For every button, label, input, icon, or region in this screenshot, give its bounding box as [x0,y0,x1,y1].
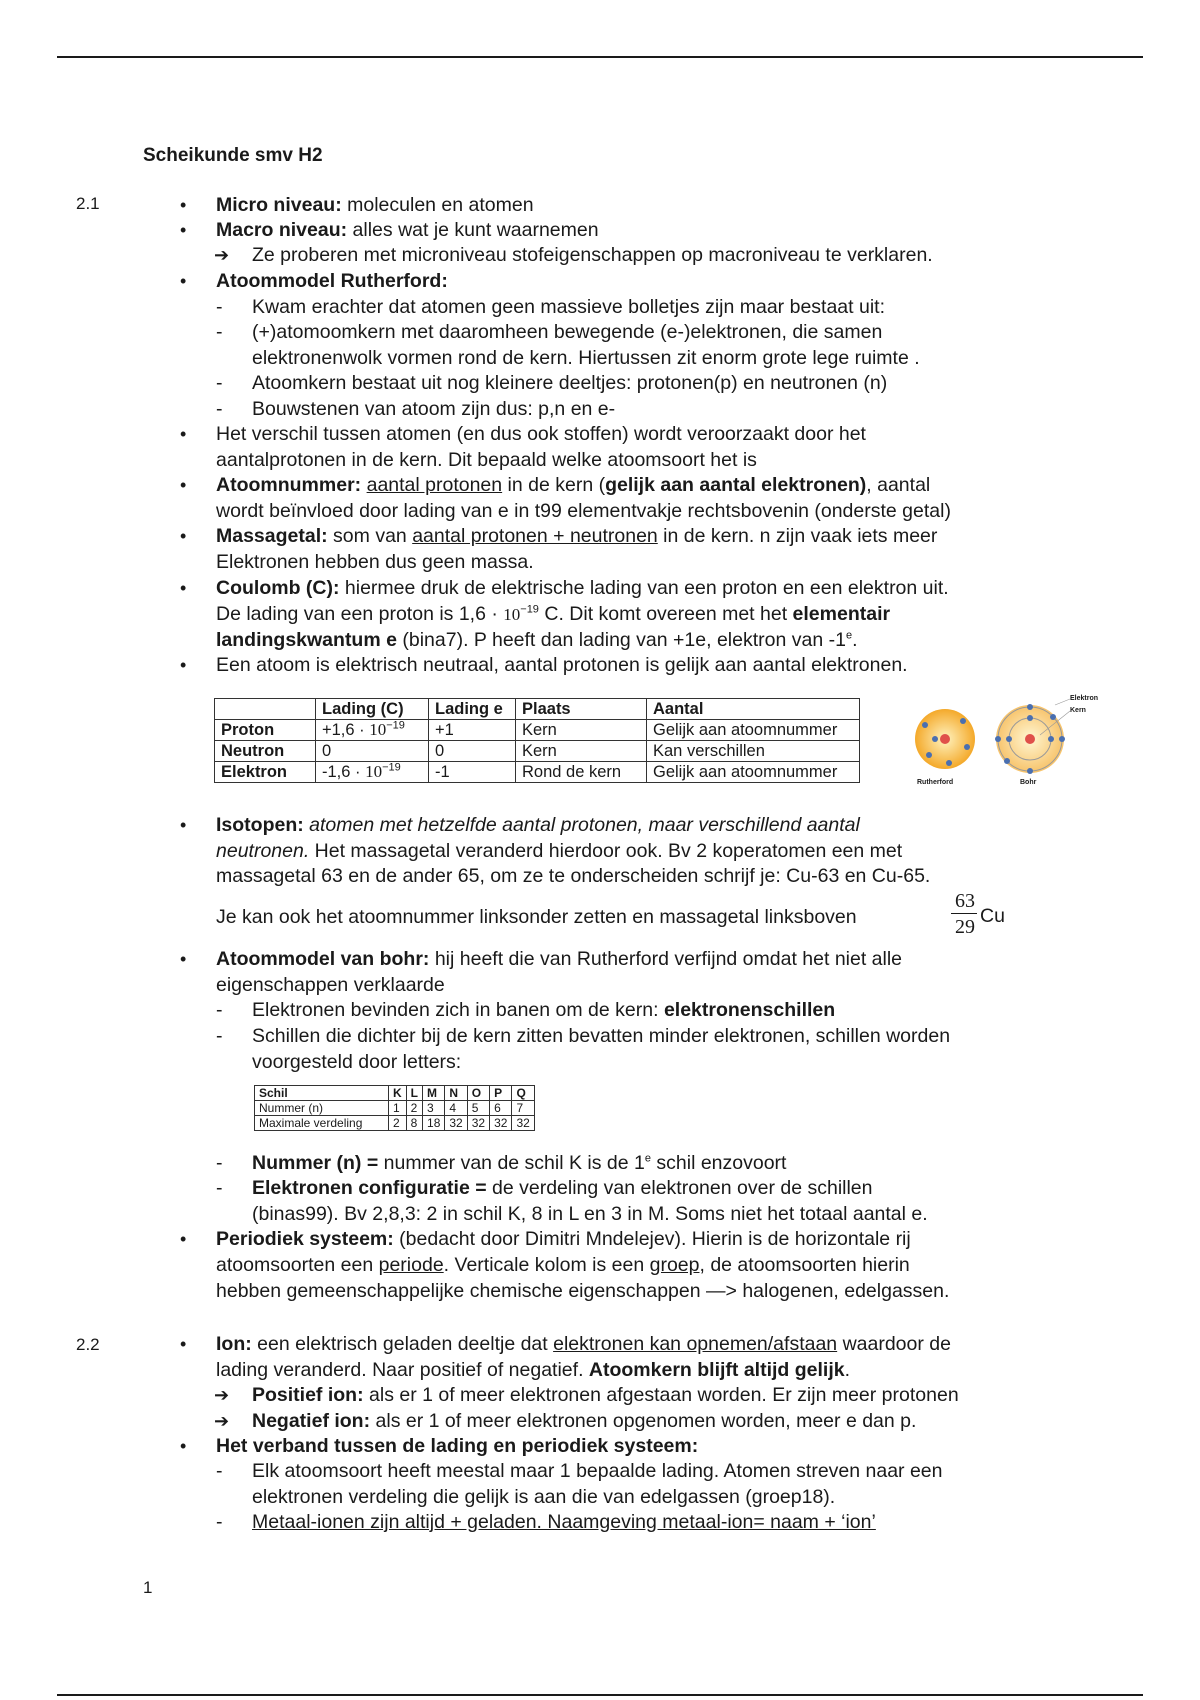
bullet: • [180,815,187,835]
rutherford-point-1: Kwam erachter dat atomen geen massieve bolletjes zijn maar bestaat uit: [252,296,885,318]
rutherford-point-3: Atoomkern bestaat uit nog kleinere deeltjes: protonen(p) en neutronen (n) [252,372,888,394]
atom-label-elektron: Elektron [1070,695,1099,702]
dash: - [216,1025,223,1047]
micro-line: Micro niveau: moleculen en atomen [216,194,534,216]
table-cell: 18 [423,1116,445,1131]
table-cell: 32 [445,1116,467,1131]
table-cell: 6 [490,1101,512,1116]
page-title: Scheikunde smv H2 [143,145,323,166]
section-number-2-1: 2.1 [76,194,100,213]
table-cell: $+1,6 \cdot 10^{-19}$ [316,720,429,741]
table-cell: 32 [467,1116,489,1131]
bohr-line-a: Atoommodel van bohr: hij heeft die van Rutherford verfijnd omdat het niet alle [216,948,903,970]
table-cell: 3 [423,1101,445,1116]
isotopen-line-b: neutronen. Het massagetal veranderd hierdoor ook. Bv 2 koperatomen een met [216,840,903,862]
massagetal-line-b: Elektronen hebben dus geen massa. [216,551,534,573]
atoomnummer-line-a: Atoomnummer: aantal protonen in de kern (gelijk aan aantal elektronen), aantal [216,474,931,496]
positief-ion-line: Positief ion: als er 1 of meer elektronen afgestaan worden. Er zijn meer protonen [252,1384,959,1406]
table-header [215,699,316,720]
verband-point-2: Metaal-ionen zijn altijd + geladen. Naamgeving metaal-ion= naam + ‘ion’ [252,1511,876,1533]
dash: - [216,372,223,394]
table-cell: +1 [429,720,516,741]
verband-point-1b: elektronen verdeling die gelijk is aan die van edelgassen (groep18). [252,1486,836,1508]
dash: - [216,1177,223,1199]
bohr-point-2a: Schillen die dichter bij de kern zitten bevatten minder elektronen, schillen worden [252,1025,951,1047]
massagetal-line-a: Massagetal: som van aantal protonen + neutronen in de kern. n zijn vaak iets meer [216,525,938,547]
rutherford-point-2a: (+)atomoomkern met daaromheen bewegende (e-)elektronen, die samen [252,321,883,343]
macro-line: Macro niveau: alles wat je kunt waarnemen [216,219,599,241]
dash: - [216,1460,223,1482]
isotope-symbol: Cu [980,905,1005,927]
table-cell: $-1,6 \cdot 10^{-19}$ [316,762,429,783]
arrow-icon: ➔ [214,1385,230,1405]
table-cell: Rond de kern [516,762,647,783]
bullet: • [180,655,187,675]
nummer-line: Nummer (n) = nummer van de schil K is de 1e schil enzovoort [252,1152,787,1174]
table-header: Plaats [516,699,647,720]
table-header: L [406,1086,422,1101]
table-cell: Maximale verdeling [255,1116,389,1131]
table-header: Aantal [647,699,860,720]
table-cell: Nummer (n) [255,1101,389,1116]
particle-properties-table [214,698,860,783]
table-cell: Gelijk aan atoomnummer [647,720,860,741]
isotopen-line-a: Isotopen: atomen met hetzelfde aantal protonen, maar verschillend aantal [216,814,860,836]
table-cell: Kern [516,741,647,762]
bullet: • [180,1436,187,1456]
isotopen-line-d: Je kan ook het atoomnummer linksonder zetten en massagetal linksboven [216,906,857,928]
table-cell: 32 [512,1116,534,1131]
periodiek-line-c: hebben gemeenschappelijke chemische eigenschappen —> halogenen, edelgassen. [216,1280,950,1302]
arrow-icon: ➔ [214,1411,230,1431]
table-cell: -1 [429,762,516,783]
bullet: • [180,475,187,495]
table-header-row [215,699,860,720]
atom-model-illustration [905,695,1115,787]
table-header-row [255,1086,535,1101]
table-header: Q [512,1086,534,1101]
table-cell: Proton [215,720,316,741]
bullet: • [180,220,187,240]
table-cell: 32 [490,1116,512,1131]
table-cell: Neutron [215,741,316,762]
table-cell: 2 [406,1101,422,1116]
table-cell: 5 [467,1101,489,1116]
table-row [255,1116,535,1131]
atom-caption-bohr: Bohr [1020,779,1037,786]
dash: - [216,1152,223,1174]
bohr-atom-icon [995,699,1070,774]
bullet: • [180,526,187,546]
table-header: K [389,1086,407,1101]
header-rule [57,56,1143,58]
verband-point-1a: Elk atoomsoort heeft meestal maar 1 bepaalde lading. Atomen streven naar een [252,1460,943,1482]
ion-line-a: Ion: een elektrisch geladen deeltje dat elektronen kan opnemen/afstaan waardoor de [216,1333,951,1355]
rutherford-point-2b: elektronenwolk vormen rond de kern. Hiertussen zit enorm grote lege ruimte . [252,347,920,369]
table-cell: Elektron [215,762,316,783]
table-header: O [467,1086,489,1101]
isotope-mass-number: 63 [955,890,975,912]
table-cell: 4 [445,1101,467,1116]
bullet: • [180,578,187,598]
table-row [215,762,860,783]
macro-arrow-line: Ze proberen met microniveau stofeigenschappen op macroniveau te verklaren. [252,244,933,266]
table-cell: 0 [429,741,516,762]
bohr-line-b: eigenschappen verklaarde [216,974,445,996]
rutherford-point-4: Bouwstenen van atoom zijn dus: p,n en e- [252,398,616,420]
atom-caption-rutherford: Rutherford [917,779,954,786]
page-number: 1 [143,1578,153,1597]
atoomnummer-line-b: wordt beïnvloed door lading van e in t99 elementvakje rechtsbovenin (onderste getal) [216,500,951,522]
bullet: • [180,1334,187,1354]
coulomb-line-c: landingskwantum e (bina7). P heeft dan lading van +1e, elektron van -1e. [216,629,858,651]
bohr-point-2b: voorgesteld door letters: [252,1051,462,1073]
bullet: • [180,195,187,215]
arrow-icon: ➔ [214,245,230,265]
table-cell: 2 [389,1116,407,1131]
table-cell: 8 [406,1116,422,1131]
table-row [215,741,860,762]
table-cell: 0 [316,741,429,762]
bullet: • [180,424,187,444]
neutraal-line: Een atoom is elektrisch neutraal, aantal protonen is gelijk aan aantal elektronen. [216,654,908,676]
configuratie-line-b: (binas99). Bv 2,8,3: 2 in schil K, 8 in L en 3 in M. Soms niet het totaal aantal e. [252,1203,928,1225]
isotopen-line-c: massagetal 63 en de ander 65, om ze te onderscheiden schrijf je: Cu-63 en Cu-65. [216,865,931,887]
coulomb-line-b: De lading van een proton is $1,6 \cdot 10^{-19}$ C. Dit komt overeen met het elementair [216,603,891,625]
section-number-2-2: 2.2 [76,1335,100,1354]
bullet: • [180,1229,187,1249]
table-row [215,720,860,741]
dash: - [216,296,223,318]
table-cell: Kan verschillen [647,741,860,762]
rutherford-heading: Atoommodel Rutherford: [216,270,448,292]
table-cell: Kern [516,720,647,741]
verband-heading: Het verband tussen de lading en periodiek systeem: [216,1435,699,1457]
periodiek-line-a: Periodiek systeem: (bedacht door Dimitri Mndelejev). Hierin is de horizontale rij [216,1228,911,1250]
dash: - [216,398,223,420]
table-header: Lading (C) [316,699,429,720]
table-cell: 7 [512,1101,534,1116]
bullet: • [180,271,187,291]
dash: - [216,999,223,1021]
dash: - [216,1511,223,1533]
verschil-line-b: aantalprotonen in de kern. Dit bepaald welke atoomsoort het is [216,449,757,471]
isotope-atomic-number: 29 [955,916,975,938]
atom-label-kern: Kern [1070,707,1086,714]
table-header: Lading e [429,699,516,720]
configuratie-line-a: Elektronen configuratie = de verdeling van elektronen over de schillen [252,1177,873,1199]
negatief-ion-line: Negatief ion: als er 1 of meer elektronen opgenomen worden, meer e dan p. [252,1410,917,1432]
dash: - [216,321,223,343]
table-header: Schil [255,1086,389,1101]
ion-line-b: lading veranderd. Naar positief of negatief. Atoomkern blijft altijd gelijk. [216,1359,851,1381]
electron-shell-table [254,1085,535,1131]
bullet: • [180,949,187,969]
table-header: M [423,1086,445,1101]
table-row [255,1101,535,1116]
table-header: N [445,1086,467,1101]
bohr-point-1: Elektronen bevinden zich in banen om de kern: elektronenschillen [252,999,836,1021]
periodiek-line-b: atoomsoorten een periode. Verticale kolom is een groep, de atoomsoorten hierin [216,1254,910,1276]
rutherford-atom-icon [915,709,975,769]
coulomb-line-a: Coulomb (C): hiermee druk de elektrische lading van een proton en een elektron uit. [216,577,949,599]
table-cell: Gelijk aan atoomnummer [647,762,860,783]
verschil-line-a: Het verschil tussen atomen (en dus ook stoffen) wordt veroorzaakt door het [216,423,866,445]
table-cell: 1 [389,1101,407,1116]
fraction-bar [951,913,977,914]
footer-rule [57,1694,1143,1696]
table-header: P [490,1086,512,1101]
